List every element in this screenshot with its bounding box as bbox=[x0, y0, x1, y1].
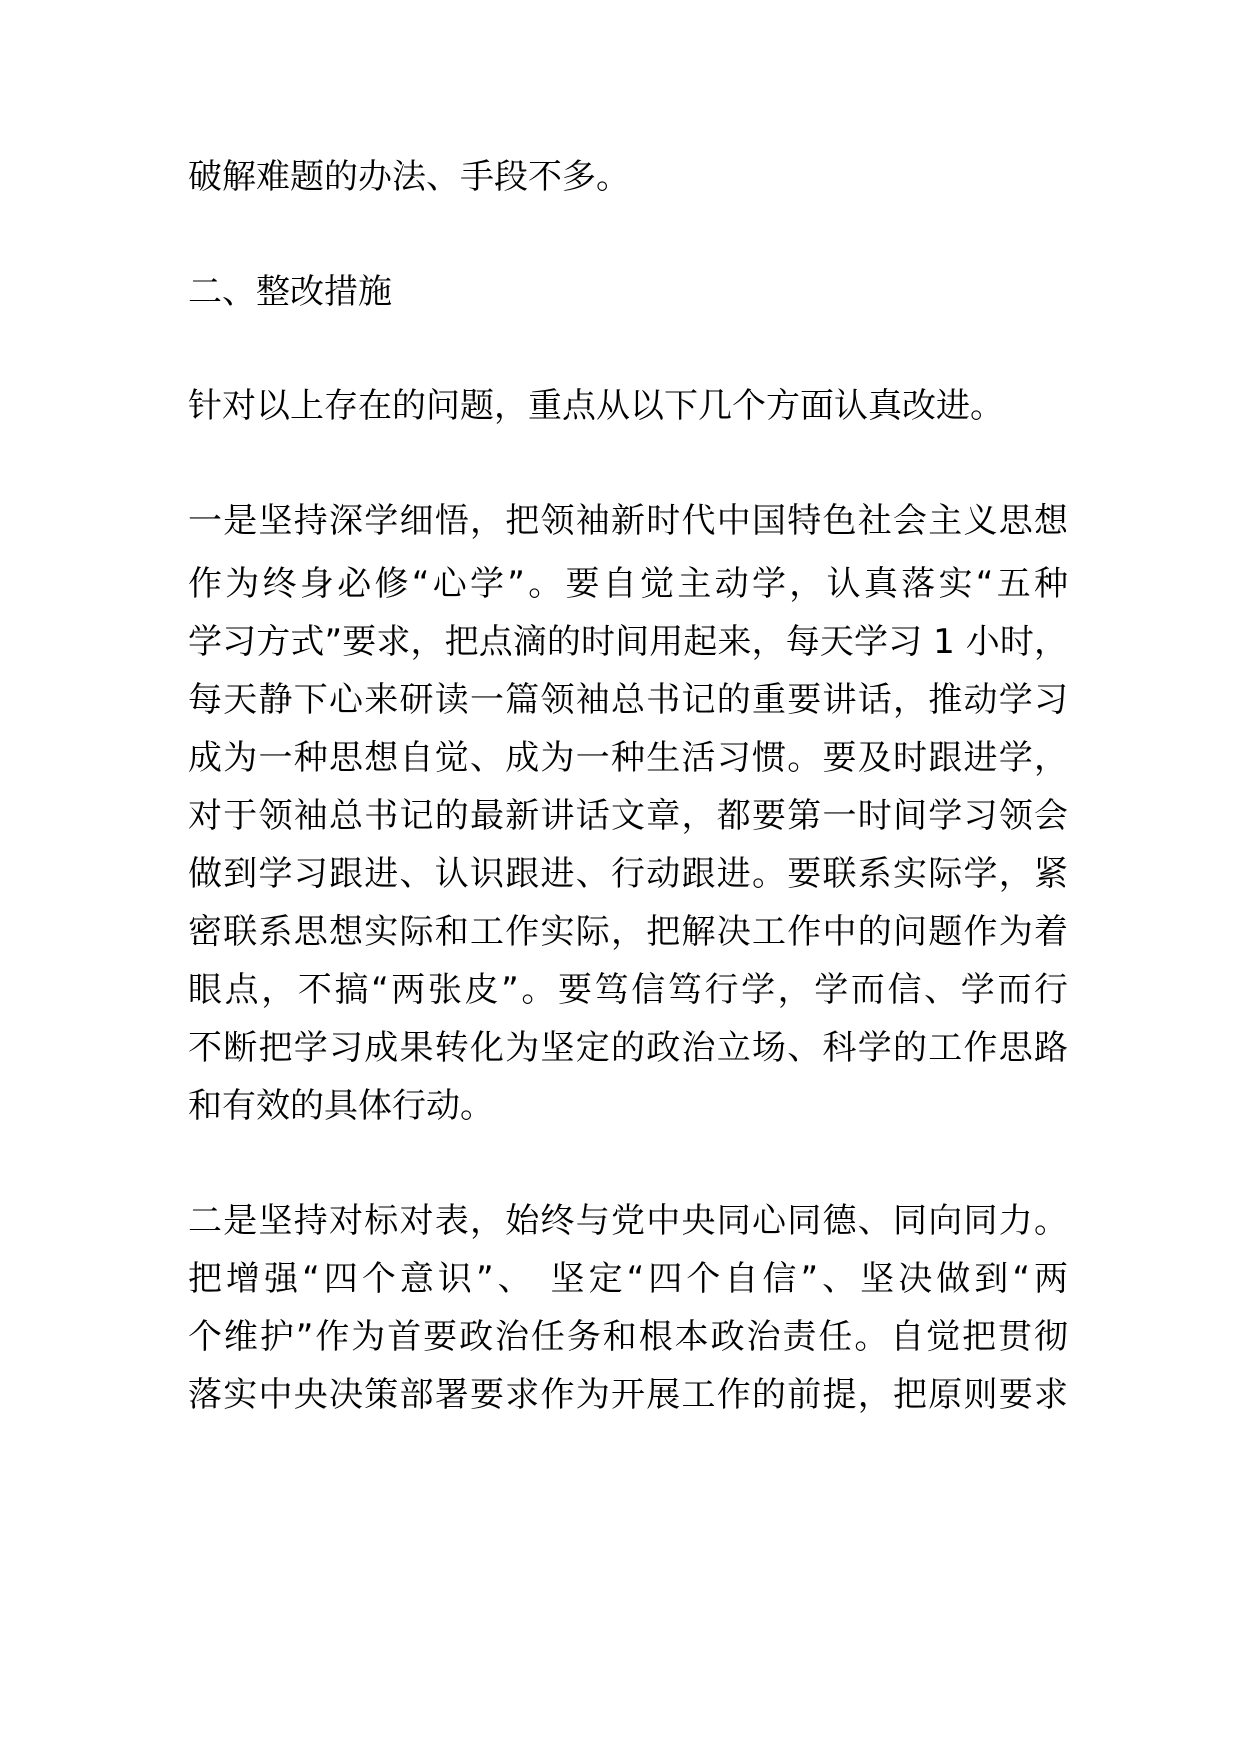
text-line: 眼点，不搞“两张皮”。要笃信笃行学，学而信、学而行 bbox=[188, 970, 1068, 1010]
text-line: 密联系思想实际和工作实际，把解决工作中的问题作为着 bbox=[188, 912, 1068, 952]
text-line: 破解难题的办法、手段不多。 bbox=[188, 157, 630, 197]
text-line: 每天静下心来研读一篇领袖总书记的重要讲话，推动学习 bbox=[188, 680, 1068, 720]
text-line: 二是坚持对标对表，始终与党中央同心同德、同向同力。 bbox=[188, 1201, 1068, 1241]
text-line: 针对以上存在的问题，重点从以下几个方面认真改进。 bbox=[188, 386, 1004, 426]
text-line: 学习方式”要求，把点滴的时间用起来，每天学习 1 小时， bbox=[188, 622, 1068, 662]
text-line: 落实中央决策部署要求作为开展工作的前提，把原则要求 bbox=[188, 1375, 1068, 1415]
text-line: 作为终身必修“心学”。要自觉主动学，认真落实“五种 bbox=[188, 564, 1068, 604]
text-line: 对于领袖总书记的最新讲话文章，都要第一时间学习领会 bbox=[188, 796, 1068, 836]
text-line: 和有效的具体行动。 bbox=[188, 1086, 494, 1126]
text-line: 成为一种思想自觉、成为一种生活习惯。要及时跟进学， bbox=[188, 738, 1068, 778]
text-line: 做到学习跟进、认识跟进、行动跟进。要联系实际学，紧 bbox=[188, 854, 1068, 894]
text-line: 个维护”作为首要政治任务和根本政治责任。自觉把贯彻 bbox=[188, 1317, 1068, 1357]
text-line: 不断把学习成果转化为坚定的政治立场、科学的工作思路 bbox=[188, 1028, 1068, 1068]
text-line: 把增强“四个意识”、 坚定“四个自信”、坚决做到“两 bbox=[188, 1259, 1068, 1299]
section-heading: 二、整改措施 bbox=[188, 272, 392, 312]
text-line: 一是坚持深学细悟，把领袖新时代中国特色社会主义思想 bbox=[188, 501, 1068, 541]
